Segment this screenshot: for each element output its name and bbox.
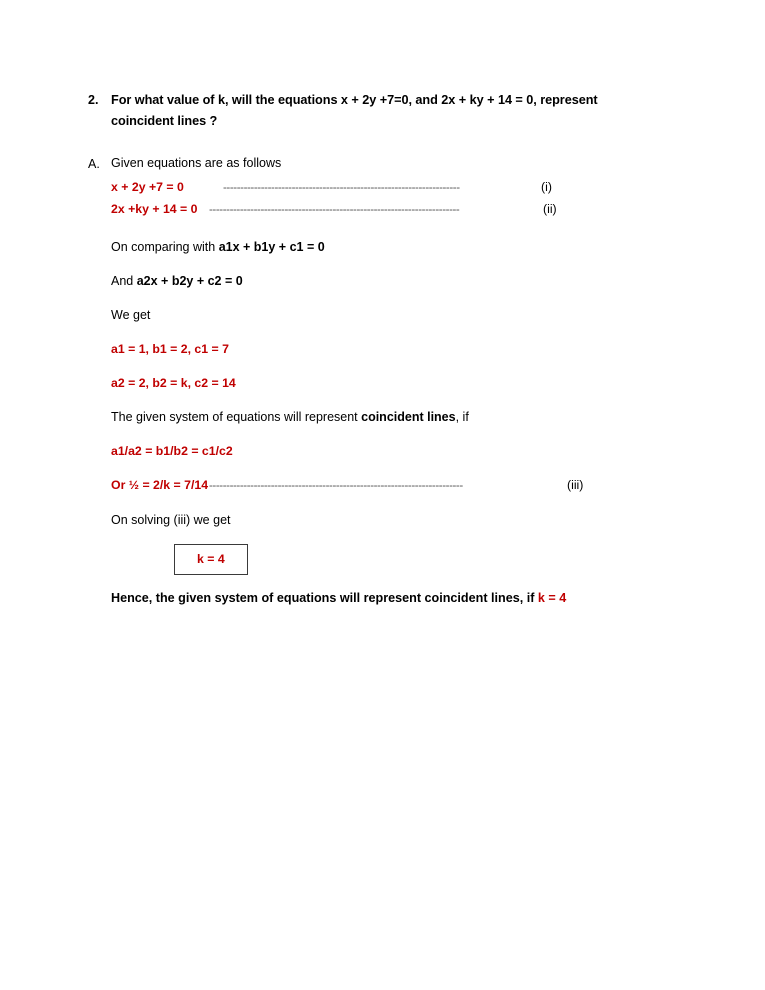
question-block [88, 90, 633, 132]
answer-block [88, 154, 648, 575]
boxed-result-wrapper [174, 544, 648, 575]
equation-ii-expression: 2x +ky + 14 = 0 [111, 202, 198, 216]
equation-iii-expression: Or ½ = 2/k = 7/14 [111, 478, 209, 492]
conclusion-value: k = 4 [537, 591, 567, 605]
condition-emphasis: coincident lines [361, 410, 456, 424]
question-text: For what value of k, will the equations x + 2y +7=0, and 2x + ky + 14 = 0, represent coincident lines ? [111, 93, 598, 128]
answer-body [111, 154, 648, 575]
ratio-line: a1/a2 = b1/b2 = c1/c2 [111, 444, 233, 458]
equation-i-expression: x + 2y +7 = 0 [111, 180, 184, 194]
answer-intro: Given equations are as follows [111, 156, 282, 170]
equation-iii-leader: -------------------------------------------------------------------------- [209, 480, 463, 492]
condition-prefix: The given system of equations will represent [111, 410, 362, 424]
coefficients-line-2: a2 = 2, b2 = k, c2 = 14 [111, 376, 236, 390]
equation-row-iii [111, 476, 648, 496]
equation-i-leader: --------------------------------------------------------------------- [223, 182, 460, 194]
condition-line [111, 408, 648, 427]
equation-row-i [111, 178, 648, 198]
question-body [111, 90, 633, 132]
answer-marker: A. [88, 157, 100, 171]
question-marker: 2. [88, 93, 99, 107]
equation-ii-leader: ------------------------------------------------------------------------- [209, 204, 460, 216]
equation-row-ii [111, 200, 648, 220]
compare-line [111, 238, 648, 257]
coefficients-line-1: a1 = 1, b1 = 2, c1 = 7 [111, 342, 229, 356]
solving-line: On solving (iii) we get [111, 513, 231, 527]
equation-ii-tag: (ii) [543, 202, 557, 216]
and-line-formula: a2x + b2y + c2 = 0 [136, 274, 243, 288]
conclusion-line [111, 589, 566, 608]
equation-i-tag: (i) [541, 180, 552, 194]
conclusion-text: Hence, the given system of equations will represent coincident lines, if [111, 591, 538, 605]
condition-suffix: , if [455, 410, 469, 424]
and-line [111, 272, 648, 291]
compare-line-formula: a1x + b1y + c1 = 0 [218, 240, 325, 254]
boxed-result: k = 4 [174, 544, 248, 575]
we-get-line: We get [111, 308, 151, 322]
compare-line-prefix: On comparing with [111, 240, 219, 254]
and-line-prefix: And [111, 274, 137, 288]
equation-iii-tag: (iii) [567, 478, 584, 492]
